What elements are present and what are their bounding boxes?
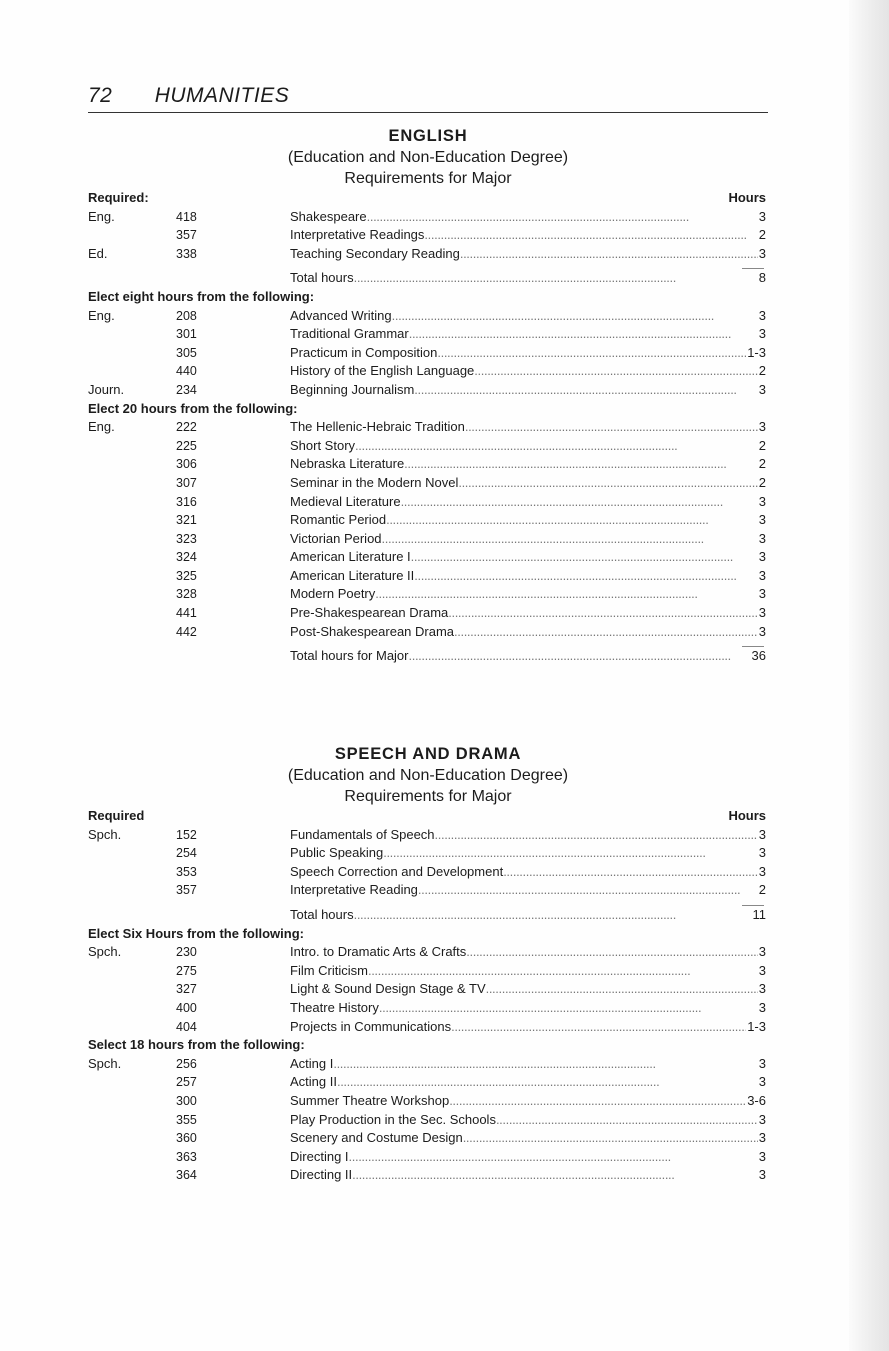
course-number: 316 [176, 494, 197, 509]
english-elect2-list [88, 418, 768, 641]
dot-leader [474, 362, 757, 381]
course-number: 152 [176, 827, 197, 842]
required-heading [88, 807, 768, 826]
course-title: Acting II [290, 1074, 337, 1090]
course-row [88, 980, 768, 999]
course-hours: 3 [758, 999, 766, 1015]
course-row [88, 1055, 768, 1074]
course-dept: Journ. [88, 381, 125, 397]
course-title-cell [290, 962, 766, 981]
course-title: Modern Poetry [290, 586, 376, 602]
course-row [88, 999, 768, 1018]
speech-required-list [88, 826, 768, 900]
course-hours: 3 [758, 1130, 766, 1146]
course-hours: 3 [758, 530, 766, 546]
course-title-cell [290, 844, 766, 863]
course-number: 363 [176, 1149, 197, 1164]
required-heading [88, 189, 768, 208]
course-hours: 3 [758, 863, 766, 879]
course-number: 324 [176, 550, 197, 565]
course-title: Light & Sound Design Stage & TV [290, 981, 486, 997]
course-hours: 3 [758, 605, 766, 621]
total-value: 8 [758, 270, 766, 286]
course-row [88, 362, 768, 381]
course-row [88, 474, 768, 493]
dot-leader [333, 1055, 757, 1074]
dot-leader [401, 493, 758, 512]
header-rule [88, 112, 768, 113]
dot-leader [496, 1111, 758, 1130]
course-title-cell [290, 881, 766, 900]
course-title-cell [290, 943, 766, 962]
course-row [88, 530, 768, 549]
course-number: 225 [176, 438, 197, 453]
running-head [88, 84, 289, 108]
course-row [88, 455, 768, 474]
course-row [88, 548, 768, 567]
course-row [88, 1148, 768, 1167]
dot-leader [466, 943, 757, 962]
course-title-cell [290, 530, 766, 549]
course-row [88, 567, 768, 586]
course-title: Projects in Communications [290, 1018, 452, 1034]
course-number: 301 [176, 327, 197, 342]
page-edge-shadow [849, 0, 889, 1351]
course-hours: 3 [758, 549, 766, 565]
course-title-cell [290, 1018, 766, 1037]
dot-leader [503, 863, 758, 882]
course-title: Shakespeare [290, 208, 367, 224]
course-hours: 3 [758, 1055, 766, 1071]
course-row [88, 325, 768, 344]
course-title-cell [290, 1055, 766, 1074]
course-number: 440 [176, 364, 197, 379]
course-hours: 3 [758, 512, 766, 528]
course-hours: 3 [758, 1148, 766, 1164]
course-title-cell [290, 381, 766, 400]
course-title: Seminar in the Modern Novel [290, 474, 459, 490]
course-title: Victorian Period [290, 530, 382, 546]
course-row [88, 208, 768, 227]
course-title: Beginning Journalism [290, 381, 415, 397]
course-title: The Hellenic-Hebraic Tradition [290, 419, 465, 435]
course-row [88, 1018, 768, 1037]
course-row [88, 437, 768, 456]
dot-leader [375, 585, 758, 604]
page-number: 72 [88, 84, 113, 107]
dot-leader [382, 530, 758, 549]
course-number: 300 [176, 1093, 197, 1108]
course-row [88, 1073, 768, 1092]
total-row [88, 906, 768, 925]
dot-leader [418, 881, 758, 900]
course-hours: 3 [758, 493, 766, 509]
course-row [88, 493, 768, 512]
course-title: Directing II [290, 1167, 353, 1183]
section-title: SPEECH AND DRAMA [334, 745, 522, 763]
course-number: 325 [176, 568, 197, 583]
dot-leader [392, 307, 758, 326]
course-number: 307 [176, 475, 197, 490]
course-number: 208 [176, 308, 197, 323]
course-row [88, 943, 768, 962]
course-title: Pre-Shakespearean Drama [290, 605, 449, 621]
course-row [88, 623, 768, 642]
course-hours: 3 [758, 586, 766, 602]
course-number: 355 [176, 1112, 197, 1127]
course-row [88, 226, 768, 245]
english-section [88, 126, 768, 666]
course-title-cell [290, 511, 766, 530]
dot-leader [383, 844, 758, 863]
course-number: 254 [176, 846, 197, 861]
section-subtitle-2: Requirements for Major [344, 170, 512, 187]
course-number: 321 [176, 513, 197, 528]
dot-leader [437, 344, 746, 363]
course-title-cell [290, 437, 766, 456]
course-number: 400 [176, 1000, 197, 1015]
course-number: 357 [176, 228, 197, 243]
section-title: ENGLISH [388, 127, 468, 145]
course-row [88, 1166, 768, 1185]
course-title-cell [290, 307, 766, 326]
elect-heading: Elect eight hours from the following: [88, 288, 315, 304]
course-number: 357 [176, 883, 197, 898]
course-number: 327 [176, 982, 197, 997]
course-title-cell [290, 826, 766, 845]
course-title-cell [290, 325, 766, 344]
course-number: 441 [176, 606, 197, 621]
required-label: Required: [88, 190, 149, 205]
dot-leader [414, 381, 757, 400]
section-subtitle-2: Requirements for Major [344, 788, 512, 805]
dot-leader [368, 962, 758, 981]
course-dept: Spch. [88, 1055, 122, 1071]
course-row [88, 585, 768, 604]
course-title-cell [290, 226, 766, 245]
course-title: Play Production in the Sec. Schools [290, 1111, 496, 1127]
speech-elect2-list [88, 1055, 768, 1185]
course-row [88, 962, 768, 981]
course-dept: Eng. [88, 307, 115, 323]
dot-leader [349, 1148, 758, 1167]
course-hours: 3 [758, 208, 766, 224]
dot-leader [355, 437, 758, 456]
course-hours: 3-6 [747, 1092, 766, 1108]
english-required-list [88, 208, 768, 264]
course-title: Medieval Literature [290, 493, 401, 509]
course-hours: 3 [758, 567, 766, 583]
course-row [88, 1092, 768, 1111]
dot-leader [367, 208, 758, 227]
english-elect1-list [88, 307, 768, 400]
course-number: 338 [176, 246, 197, 261]
dot-leader [409, 325, 758, 344]
course-row [88, 1129, 768, 1148]
course-hours: 3 [758, 623, 766, 639]
course-hours: 3 [758, 245, 766, 261]
running-head-title: HUMANITIES [154, 84, 290, 107]
course-hours: 3 [758, 1167, 766, 1183]
course-row [88, 844, 768, 863]
hours-heading: Hours [728, 190, 766, 205]
speech-elect1-list [88, 943, 768, 1036]
dot-leader [463, 1129, 758, 1148]
course-hours: 3 [758, 962, 766, 978]
course-hours: 3 [758, 845, 766, 861]
course-title-cell [290, 548, 766, 567]
course-hours: 3 [758, 981, 766, 997]
course-title: Summer Theatre Workshop [290, 1092, 450, 1108]
speech-section [88, 744, 768, 1185]
dot-leader [486, 980, 758, 999]
course-title-cell [290, 455, 766, 474]
course-row [88, 881, 768, 900]
course-hours: 3 [758, 326, 766, 342]
hours-heading: Hours [728, 808, 766, 823]
course-title-cell [290, 999, 766, 1018]
course-title: Public Speaking [290, 845, 384, 861]
dot-leader [404, 455, 758, 474]
course-title-cell [290, 1148, 766, 1167]
course-dept: Eng. [88, 208, 115, 224]
course-title-cell [290, 1092, 766, 1111]
total-label: Total hours [290, 270, 354, 286]
course-title-cell [290, 474, 766, 493]
dot-leader [465, 418, 758, 437]
course-title: Post-Shakespearean Drama [290, 623, 455, 639]
dot-leader [379, 999, 758, 1018]
course-dept: Spch. [88, 826, 122, 842]
course-hours: 2 [758, 474, 766, 490]
course-number: 364 [176, 1168, 197, 1183]
course-title: American Literature II [290, 567, 415, 583]
course-hours: 3 [758, 944, 766, 960]
dot-leader [337, 1073, 758, 1092]
dot-leader [352, 1166, 758, 1185]
major-total-value: 36 [751, 648, 766, 664]
course-dept: Ed. [88, 245, 108, 261]
course-hours: 2 [758, 363, 766, 379]
course-title-cell [290, 623, 766, 642]
dot-leader [411, 548, 758, 567]
course-number: 256 [176, 1056, 197, 1071]
course-number: 353 [176, 864, 197, 879]
course-hours: 3 [758, 419, 766, 435]
dot-leader [435, 826, 758, 845]
course-title: Acting I [290, 1055, 334, 1071]
course-title: Interpretative Reading [290, 882, 418, 898]
dot-leader [454, 623, 758, 642]
speech-title-block [188, 744, 668, 807]
course-title-cell [290, 604, 766, 623]
course-number: 275 [176, 963, 197, 978]
course-hours: 1-3 [747, 344, 766, 360]
course-title-cell [290, 208, 766, 227]
course-number: 404 [176, 1019, 197, 1034]
dot-leader [458, 474, 757, 493]
course-row [88, 604, 768, 623]
course-title: Teaching Secondary Reading [290, 245, 460, 261]
course-number: 323 [176, 531, 197, 546]
major-total-row [88, 647, 768, 666]
course-title: Traditional Grammar [290, 326, 409, 342]
english-title-block [188, 126, 668, 189]
dot-leader [448, 604, 758, 623]
dot-leader [424, 226, 757, 245]
total-label: Total hours [290, 906, 354, 922]
course-title: Interpretative Readings [290, 227, 425, 243]
course-hours: 1-3 [747, 1018, 766, 1034]
course-number: 230 [176, 945, 197, 960]
course-title: Practicum in Composition [290, 344, 438, 360]
course-title: Speech Correction and Development [290, 863, 504, 879]
course-hours: 3 [758, 307, 766, 323]
course-title-cell [290, 362, 766, 381]
course-title-cell [290, 1129, 766, 1148]
section-subtitle: (Education and Non-Education Degree) [287, 767, 569, 784]
elect-heading-2: Elect 20 hours from the following: [88, 400, 298, 416]
course-row [88, 381, 768, 400]
elect-heading: Elect Six Hours from the following: [88, 925, 304, 941]
course-title: Directing I [290, 1148, 349, 1164]
course-row [88, 307, 768, 326]
course-title: Romantic Period [290, 512, 387, 528]
dot-leader [460, 245, 758, 264]
course-title-cell [290, 418, 766, 437]
course-title-cell [290, 1111, 766, 1130]
course-title-cell [290, 567, 766, 586]
course-title: Intro. to Dramatic Arts & Crafts [290, 944, 467, 960]
course-title-cell [290, 344, 766, 363]
course-dept: Eng. [88, 419, 115, 435]
course-number: 328 [176, 587, 197, 602]
course-number: 418 [176, 209, 197, 224]
course-hours: 3 [758, 826, 766, 842]
course-title: Film Criticism [290, 962, 368, 978]
course-title: Nebraska Literature [290, 456, 405, 472]
course-number: 234 [176, 382, 197, 397]
course-row [88, 418, 768, 437]
course-number: 360 [176, 1131, 197, 1146]
course-title-cell [290, 493, 766, 512]
section-subtitle: (Education and Non-Education Degree) [287, 149, 569, 166]
total-value: 11 [752, 906, 766, 922]
course-hours: 2 [758, 456, 766, 472]
elect-heading-2: Select 18 hours from the following: [88, 1037, 305, 1053]
course-hours: 3 [758, 1111, 766, 1127]
course-number: 306 [176, 457, 197, 472]
course-title-cell [290, 245, 766, 264]
course-title: Fundamentals of Speech [290, 826, 435, 842]
course-title: Theatre History [290, 999, 379, 1015]
course-hours: 2 [758, 882, 766, 898]
course-row [88, 826, 768, 845]
course-hours: 3 [758, 381, 766, 397]
major-total-label: Total hours for Major [290, 648, 409, 664]
course-row [88, 511, 768, 530]
course-number: 257 [176, 1075, 197, 1090]
course-title: History of the English Language [290, 363, 475, 379]
course-title: Advanced Writing [290, 307, 392, 323]
course-hours: 2 [758, 227, 766, 243]
course-title-cell [290, 863, 766, 882]
course-title: Short Story [290, 437, 356, 453]
course-row [88, 1111, 768, 1130]
course-title-cell [290, 980, 766, 999]
required-label: Required [88, 808, 145, 823]
course-title-cell [290, 1166, 766, 1185]
course-row [88, 245, 768, 264]
course-row [88, 344, 768, 363]
dot-leader [414, 567, 757, 586]
dot-leader [451, 1018, 746, 1037]
dot-leader [449, 1092, 746, 1111]
course-number: 222 [176, 420, 197, 435]
course-row [88, 863, 768, 882]
course-number: 442 [176, 624, 197, 639]
course-title-cell [290, 585, 766, 604]
course-title: Scenery and Costume Design [290, 1130, 463, 1146]
course-number: 305 [176, 345, 197, 360]
total-row [88, 269, 768, 288]
course-dept: Spch. [88, 944, 122, 960]
course-title-cell [290, 1073, 766, 1092]
course-title: American Literature I [290, 549, 411, 565]
course-hours: 3 [758, 1074, 766, 1090]
dot-leader [386, 511, 758, 530]
course-hours: 2 [758, 437, 766, 453]
